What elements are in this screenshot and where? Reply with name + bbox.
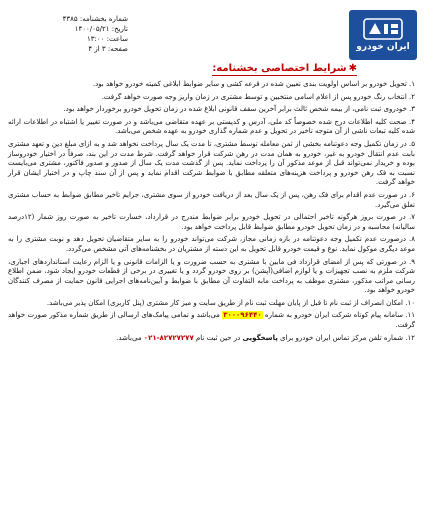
clause-8: ۸. درصورت عدم تکمیل وجه دعوتنامه در بازه زمانی مجاز، شرکت می‌تواند خودرو را به سایر متقاضیان تحویل دهد و نوبت مشتری را به موعد دیگری موکول نماید. نوع و قیمت خودرو قابل تحویل به این دسته از مشتریان در بخشنامه‌های آتی مشخص می‌گردد. xyxy=(8,235,415,253)
clause-11 xyxy=(8,311,415,330)
page-number: صفحه: ۳ از ۴ xyxy=(88,45,128,53)
call-center-number: ۸۲۷۲۷۲۷۷-۰۲۱ xyxy=(143,333,194,342)
clause-9: ۹. در صورتی که پس از امضای قرارداد فی مابین با مشتری به حسب ضرورت و یا الزامات قانونی و یا الزام رعایت استانداردهای اجباری، شرکت ملزم به نصب تجهیزات و یا لوازم اضافی(آپشن) بر روی خودرو گردد و یا تغییری در برخی از قطعات خودرو ایجاد شود، ضمن اطلاع رسانی مراتب مذکور، مشتری موظف به پرداخت مابه التفاوت آن مطابق با ضوابط و آیین‌نامه‌های اجرایی قانون حمایت از مصرف کنندگان خودرو خواهد بود. xyxy=(8,257,415,295)
clause-12-middle: در حین ثبت نام xyxy=(193,333,243,342)
clause-6: ۶. در صورت عدم اقدام برای فک رهن، پس از یک سال بعد از دریافت خودرو از سوی مشتری، جرایم تاخیر مطابق ضوابط به حساب مشتری تعلق می‌گیرد. xyxy=(8,190,415,209)
clause-11-after: می‌باشد و تمامی پیامک‌های ارسالی از طریق شماره مذکور صورت خواهد گرفت. xyxy=(8,311,415,330)
clause-12-before: ۱۲. شماره تلفن مرکز تماس ایران خودرو برای xyxy=(277,333,415,342)
clause-12 xyxy=(8,334,415,344)
letter-date: تاریخ: ۱۴۰۰/۰۵/۲۱ xyxy=(74,25,128,33)
letter-time: ساعت: ۱۳:۰۰ xyxy=(86,35,128,43)
clause-12-emphasis: پاسخگویی xyxy=(242,333,278,342)
clause-list xyxy=(8,80,415,346)
clause-11-before: ۱۱. سامانه پیام کوتاه شرکت ایران خودرو به شماره xyxy=(262,311,415,320)
clause-3: ۳. خودروی ثبت نامی، از بیمه شخص ثالث برابر آخرین سقف قانونی ابلاغ شده در زمان تحویل خودرو برخوردار خواهد بود. xyxy=(63,105,415,114)
section-title xyxy=(212,62,357,76)
star-icon: ✱ xyxy=(348,63,357,74)
logo-text: ایران خودرو xyxy=(356,41,410,52)
ikco-logo xyxy=(349,10,417,60)
ikco-logo-icon xyxy=(363,18,403,40)
clause-2: ۲. انتخاب رنگ خودرو پس از اعلام اسامی منتخبین و توسط مشتری در زمان واریز وجه صورت خواهد گرفت. xyxy=(101,92,415,101)
clause-12-after: می‌باشد. xyxy=(116,333,144,342)
clause-1: ۱. تحویل خودرو بر اساس اولویت بندی تعیین شده در قرعه کشی و سایر ضوابط ابلاغی کمیته خودرو خواهد بود. xyxy=(92,80,415,88)
letter-number: شماره بخشنامه: ۴۳۸۵ xyxy=(62,15,128,23)
clause-7: ۷. در صورت بروز هرگونه تاخیر احتمالی در تحویل خودرو برابر ضوابط مندرج در قرارداد، خسارت تاخیر به صورت روز شمار (۱۲درصد سالیانه) محاسبه و در زمان تحویل خودرو مطابق ضوابط قابل پرداخت خواهد بود. xyxy=(8,213,415,231)
sms-number: ۳۰۰۰۹۶۴۴۰ xyxy=(223,311,262,320)
section-title-text: شرایط اختصاصی بخشنامه: xyxy=(212,63,347,74)
circular-meta xyxy=(8,14,128,54)
clause-10: ۱۰. امکان انصراف از ثبت نام تا قبل از پایان مهلت ثبت نام از طریق سایت و میز کار مشتری (پنل کاربری) امکان پذیر می‌باشد. xyxy=(46,298,415,307)
clause-4: ۴. صحت کلیه اطلاعات درج شده خصوصاً کد ملی، آدرس و کدپستی بر عهده متقاضی می‌باشد و در صورت تغییر یا اشتباه در اطلاعات ارائه شده کلیه تبعات ناشی از آن متوجه تاخیر در تحویل و عدم شماره گذاری خودرو به عهده شخص می‌باشد. xyxy=(8,117,415,136)
clause-5: ۵. در زمان تکمیل وجه دعوتنامه بخشی از ثمن معامله توسط مشتری، تا مدت یک سال پرداخت نخواهد شد و به ازای مبلغ دین و تعهد مشتری بابت عدم انتقال خودرو به غیر، خودرو به همان مدت در رهن شرکت قرار خواهد گرفت. شرط مدت در این بند، صرفاً در اختیار خودروساز بوده و خریدار نمی‌تواند قبل از موعد مذکور آن را پرداخت نماید. پس از گذشت مدت یک سال از صدور و صدور فاکتور، مشتری می‌بایست نسبت به فک رهن خودرو و پرداخت هزینه‌های متعلقه مطابق با ضوابط شرکت اقدام نماید و پس از آن سند چاپ و در اختیار ایشان قرار خواهد گرفت. xyxy=(8,139,415,187)
